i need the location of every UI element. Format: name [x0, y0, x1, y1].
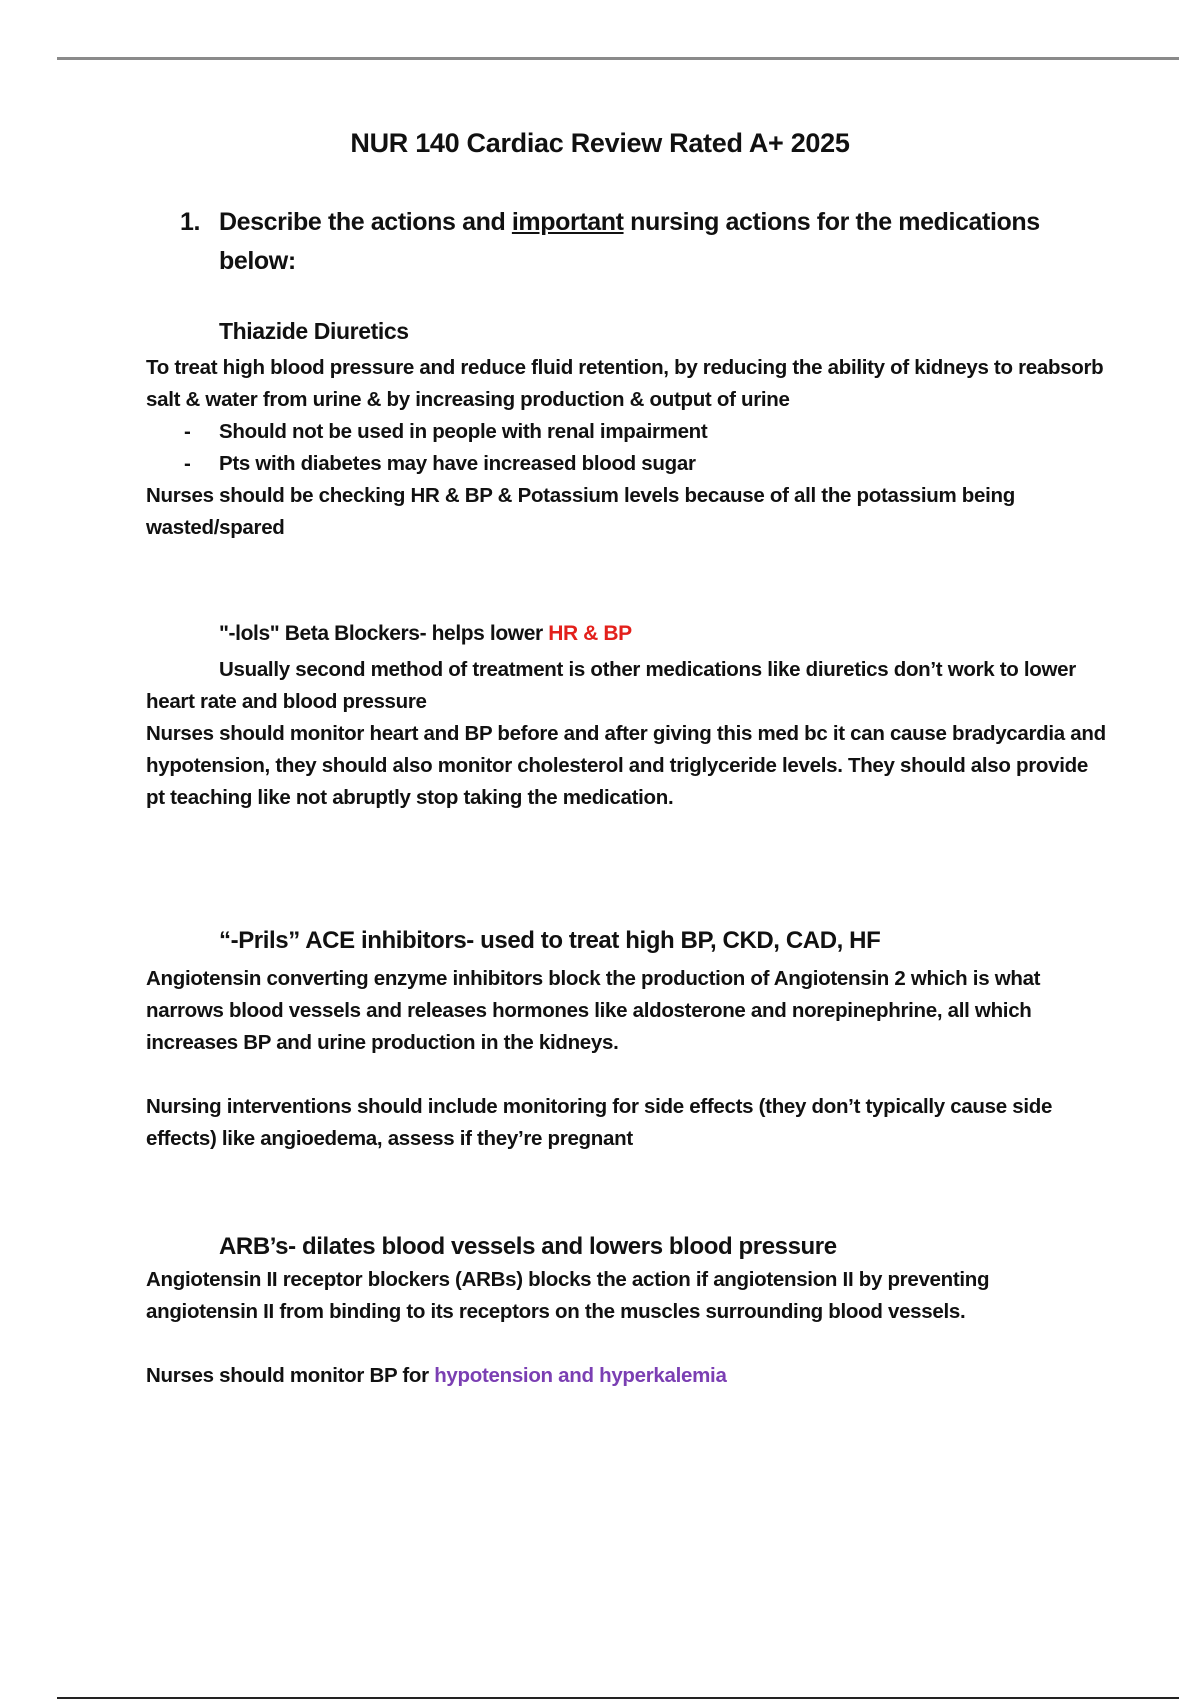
thiazide-paragraph-1: To treat high blood pressure and reduce fluid retention, by reducing the ability of kidneys to reabsorb salt & water from urine & by increasing production & output of urine	[146, 356, 1104, 411]
arbs-paragraph-2-highlight: hypotension and hyperkalemia	[434, 1364, 727, 1387]
thiazide-bullet-list	[146, 416, 1106, 480]
arbs-paragraph-2	[146, 1360, 1106, 1392]
arbs-paragraph-2-text: Nurses should monitor BP for	[146, 1364, 435, 1387]
beta-blockers-paragraph-2: Nurses should monitor heart and BP before and after giving this med bc it can cause bradycardia and hypotension, they should also monitor cholesterol and triglyceride levels. They should also provide pt teaching like not abruptly stop taking the medication.	[146, 722, 1106, 809]
question-text-after: nursing actions for the medications below:	[219, 208, 1040, 275]
thiazide-body	[146, 352, 1106, 544]
thiazide-bullet-1: - Should not be used in people with renal impairment	[146, 416, 1106, 448]
arbs-heading: ARB’s- dilates blood vessels and lowers blood pressure	[219, 1233, 837, 1260]
top-divider	[57, 57, 1179, 60]
beta-blockers-heading	[219, 622, 632, 646]
thiazide-heading: Thiazide Diuretics	[219, 318, 409, 344]
ace-inhibitors-body	[146, 963, 1106, 1155]
arbs-body	[146, 1264, 1106, 1392]
question-text-underlined: important	[511, 208, 624, 236]
beta-blockers-body	[146, 654, 1106, 814]
thiazide-paragraph-2: Nurses should be checking HR & BP & Potassium levels because of all the potassium being wasted/spared	[146, 484, 1015, 539]
question-text	[219, 203, 1080, 281]
ace-inhibitors-paragraph-1: Angiotensin converting enzyme inhibitors block the production of Angiotensin 2 which is what narrows blood vessels and releases hormones like aldosterone and norepinephrine, all which increases BP and urine production in the kidneys.	[146, 967, 1041, 1054]
question-number: 1.	[180, 208, 201, 236]
beta-blockers-heading-text: "-lols" Beta Blockers- helps lower	[219, 622, 549, 645]
arbs-paragraph-1: Angiotensin II receptor blockers (ARBs) blocks the action if angiotension II by preventing angiotensin II from binding to its receptors on the muscles surrounding blood vessels.	[146, 1268, 990, 1323]
bottom-divider	[57, 1697, 1179, 1699]
ace-inhibitors-heading: “-Prils” ACE inhibitors- used to treat high BP, CKD, CAD, HF	[219, 927, 881, 954]
ace-inhibitors-paragraph-2: Nursing interventions should include monitoring for side effects (they don’t typically cause side effects) like angioedema, assess if they’re pregnant	[146, 1095, 1053, 1150]
beta-blockers-paragraph-1: Usually second method of treatment is other medications like diuretics don’t work to lower heart rate and blood pressure	[146, 658, 1076, 713]
question-1	[180, 203, 1080, 281]
thiazide-bullet-2: - Pts with diabetes may have increased blood sugar	[146, 448, 1106, 480]
question-text-before: Describe the actions and	[219, 208, 512, 236]
beta-blockers-heading-highlight: HR & BP	[548, 622, 632, 645]
page-title: NUR 140 Cardiac Review Rated A+ 2025	[350, 128, 850, 158]
